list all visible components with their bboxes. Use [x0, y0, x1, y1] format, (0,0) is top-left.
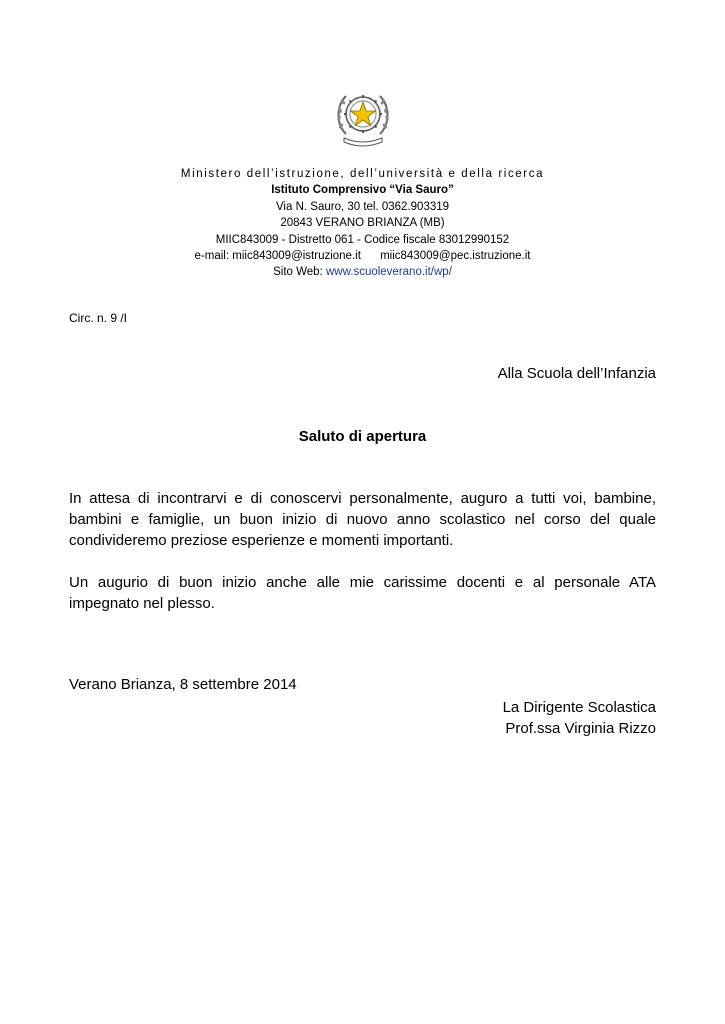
- letterhead: [0, 166, 725, 281]
- institute-city: 20843 VERANO BRIANZA (MB): [280, 217, 445, 230]
- institute-name: Istituto Comprensivo “Via Sauro”: [271, 184, 454, 197]
- circular-number: Circ. n. 9 /I: [69, 311, 128, 325]
- recipient: Alla Scuola dell’Infanzia: [497, 365, 656, 382]
- email-label: e-mail:: [194, 250, 230, 263]
- website-link[interactable]: www.scuoleverano.it/wp/: [325, 266, 452, 279]
- paragraph-1: In attesa di incontrarvi e di conoscervi personalmente, auguro a tutti voi, bambine, bambini e famiglie, un buon inizio di nuovo anno scolastico nel corso del quale condivideremo preziose esperienze e momenti importanti.: [69, 490, 656, 549]
- republic-emblem-icon: [332, 86, 394, 148]
- signer-role: La Dirigente Scolastica: [502, 699, 656, 716]
- email-line: [0, 248, 725, 264]
- email-primary: miic843009@istruzione.it: [232, 250, 361, 263]
- ministry-name: Ministero dell’istruzione, dell’università e della ricerca: [180, 168, 545, 180]
- place-date: Verano Brianza, 8 settembre 2014: [69, 676, 297, 693]
- letter-title: Saluto di apertura: [298, 428, 427, 445]
- institute-codes: MIIC843009 - Distretto 061 - Codice fiscale 83012990152: [215, 233, 510, 246]
- website-label: Sito Web:: [273, 266, 323, 279]
- website-line: [0, 264, 725, 280]
- institute-address: Via N. Sauro, 30 tel. 0362.903319: [275, 200, 450, 213]
- signer-name: Prof.ssa Virginia Rizzo: [505, 720, 656, 737]
- signature-block: [503, 697, 656, 739]
- email-pec: miic843009@pec.istruzione.it: [380, 250, 531, 263]
- paragraph-2: Un augurio di buon inizio anche alle mie carissime docenti e al personale ATA impegnato nel plesso.: [69, 574, 656, 612]
